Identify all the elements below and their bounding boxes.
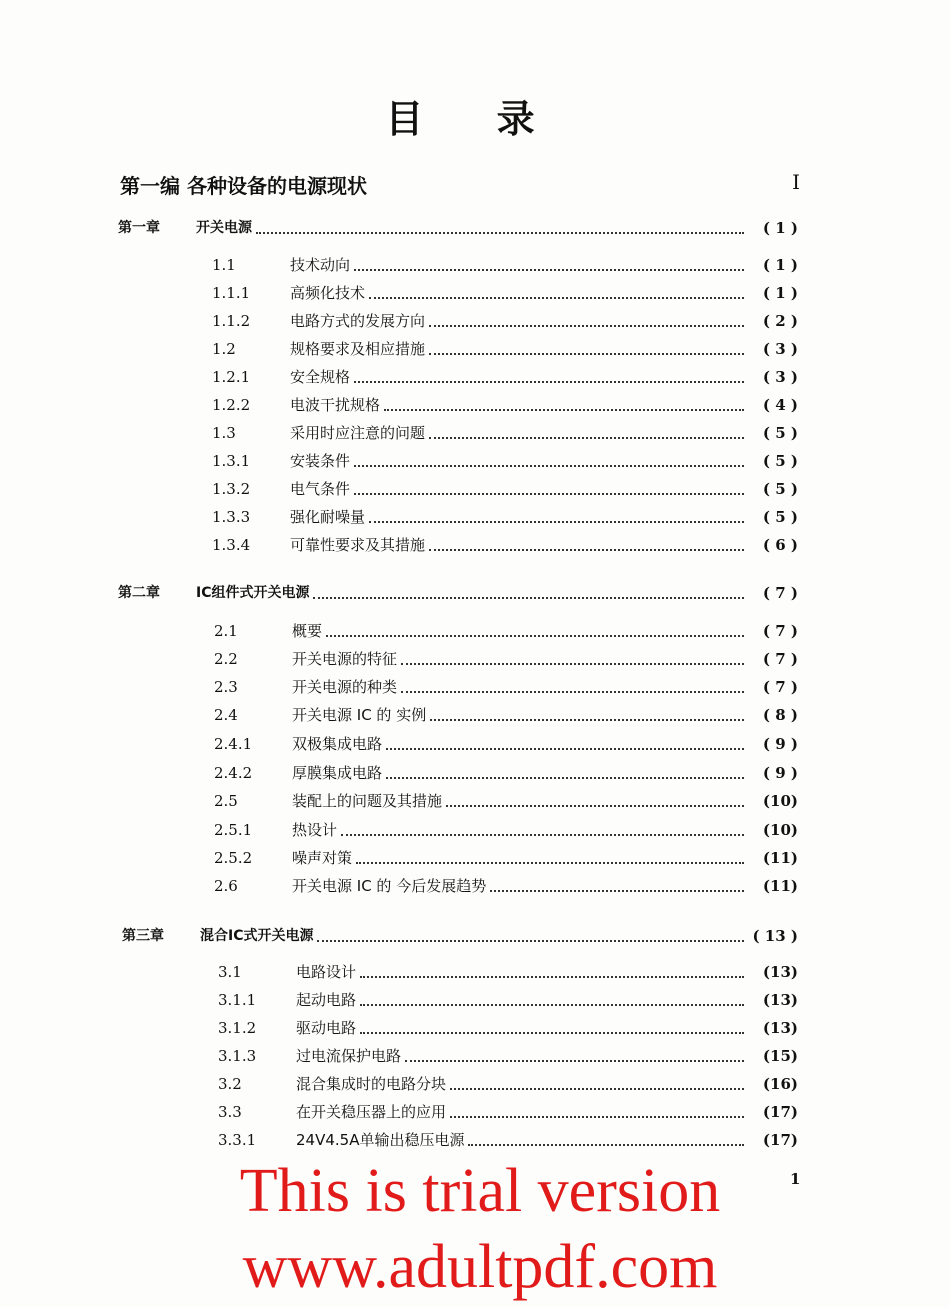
dot-leader [401, 689, 744, 693]
chapter-label: 第一章 [118, 220, 160, 236]
section-page: ( 5 ) [762, 508, 798, 526]
toc-entry[interactable] [218, 1129, 798, 1151]
section-number: 1.3.1 [212, 452, 251, 470]
section-page: ( 2 ) [762, 312, 798, 330]
chapter-page: ( 1 ) [762, 219, 798, 237]
toc-entry[interactable] [214, 733, 798, 755]
watermark-link[interactable]: www.adultpdf.com [242, 1233, 718, 1301]
toc-entry[interactable] [214, 620, 798, 642]
toc-entry[interactable] [218, 989, 798, 1011]
section-title: 可靠性要求及其措施 [290, 536, 426, 554]
dot-leader [256, 230, 744, 234]
section-title: 起动电路 [296, 991, 357, 1009]
dot-leader [360, 1030, 744, 1034]
section-page: (17) [762, 1131, 798, 1149]
page-title: 目 录 [385, 97, 565, 141]
dot-leader [430, 717, 744, 721]
section-number: 3.1 [218, 963, 242, 981]
section-title: 强化耐噪量 [290, 508, 366, 526]
dot-leader [369, 295, 744, 299]
section-page: ( 3 ) [762, 340, 798, 358]
section-title: 规格要求及相应措施 [290, 340, 426, 358]
section-number: 2.4.1 [214, 735, 253, 753]
section-page: ( 5 ) [762, 452, 798, 470]
section-page: ( 7 ) [762, 650, 798, 668]
section-title: 厚膜集成电路 [292, 764, 383, 782]
chapter-title: 开关电源 [196, 220, 252, 236]
chapter-title: 混合IC式开关电源 [200, 928, 314, 944]
dot-leader [369, 519, 744, 523]
section-title: 驱动电路 [296, 1019, 357, 1037]
section-page: ( 4 ) [762, 396, 798, 414]
dot-leader [450, 1086, 744, 1090]
dot-leader [446, 803, 744, 807]
section-page: ( 5 ) [762, 424, 798, 442]
toc-entry[interactable] [212, 254, 798, 276]
toc-entry[interactable] [212, 450, 798, 472]
dot-leader [450, 1114, 744, 1118]
toc-entry[interactable] [214, 847, 798, 869]
toc-entry[interactable] [214, 762, 798, 784]
section-number: 1.3 [212, 424, 236, 442]
section-number: 3.3.1 [218, 1131, 257, 1149]
section-title: 过电流保护电路 [296, 1047, 402, 1065]
section-title: 概要 [292, 622, 323, 640]
section-title: 安装条件 [290, 452, 351, 470]
section-page: (17) [762, 1103, 798, 1121]
section-page: ( 9 ) [762, 764, 798, 782]
section-title: 24V4.5A单输出稳压电源 [296, 1131, 465, 1149]
dot-leader [429, 323, 744, 327]
dot-leader [429, 435, 744, 439]
part-number: I [792, 170, 800, 194]
toc-entry[interactable] [212, 422, 798, 444]
section-number: 2.3 [214, 678, 238, 696]
section-number: 2.2 [214, 650, 238, 668]
section-page: ( 6 ) [762, 536, 798, 554]
dot-leader [405, 1058, 744, 1062]
chapter-label: 第二章 [118, 585, 160, 601]
toc-entry[interactable] [214, 875, 798, 897]
part-label: 第一编 各种设备的电源现状 [120, 174, 367, 198]
dot-leader [490, 888, 744, 892]
toc-entry[interactable] [214, 676, 798, 698]
toc-chapter-1[interactable] [118, 217, 798, 239]
section-title: 开关电源的特征 [292, 650, 398, 668]
section-page: (15) [762, 1047, 798, 1065]
section-page: (13) [762, 1019, 798, 1037]
section-page: (16) [762, 1075, 798, 1093]
section-number: 2.4.2 [214, 764, 253, 782]
toc-entry[interactable] [212, 394, 798, 416]
toc-entry[interactable] [212, 534, 798, 556]
section-number: 2.1 [214, 622, 238, 640]
chapter-page: ( 13 ) [752, 927, 798, 945]
dot-leader [313, 595, 744, 599]
section-title: 电气条件 [290, 480, 351, 498]
section-number: 1.1.2 [212, 312, 251, 330]
section-page: ( 5 ) [762, 480, 798, 498]
section-title: 开关电源 IC 的 实例 [292, 706, 427, 724]
section-number: 2.5 [214, 792, 238, 810]
section-page: (10) [762, 792, 798, 810]
section-number: 2.5.1 [214, 821, 253, 839]
toc-entry[interactable] [212, 310, 798, 332]
section-title: 混合集成时的电路分块 [296, 1075, 447, 1093]
toc-entry[interactable] [218, 1017, 798, 1039]
section-page: ( 1 ) [762, 284, 798, 302]
section-number: 3.1.1 [218, 991, 257, 1009]
section-title: 采用时应注意的问题 [290, 424, 426, 442]
toc-entry[interactable] [212, 282, 798, 304]
section-page: ( 8 ) [762, 706, 798, 724]
section-page: ( 9 ) [762, 735, 798, 753]
toc-entry[interactable] [214, 790, 798, 812]
section-page: (11) [762, 877, 798, 895]
watermark-line-1: This is trial version [239, 1157, 721, 1225]
section-number: 2.4 [214, 706, 238, 724]
section-number: 1.2.2 [212, 396, 251, 414]
section-title: 电路设计 [296, 963, 357, 981]
chapter-label: 第三章 [122, 928, 164, 944]
section-page: (13) [762, 963, 798, 981]
section-title: 电波干扰规格 [290, 396, 381, 414]
toc-entry[interactable] [218, 961, 798, 983]
toc-entry[interactable] [218, 1073, 798, 1095]
dot-leader [354, 267, 744, 271]
page-number: 1 [790, 1170, 801, 1188]
section-page: (11) [762, 849, 798, 867]
section-number: 1.3.3 [212, 508, 251, 526]
toc-entry[interactable] [212, 478, 798, 500]
dot-leader [354, 491, 744, 495]
section-number: 2.6 [214, 877, 238, 895]
section-number: 3.1.3 [218, 1047, 257, 1065]
section-title: 技术动向 [290, 256, 351, 274]
section-number: 3.1.2 [218, 1019, 257, 1037]
section-page: ( 1 ) [762, 256, 798, 274]
section-title: 开关电源 IC 的 今后发展趋势 [292, 877, 487, 895]
section-title: 安全规格 [290, 368, 351, 386]
toc-entry[interactable] [214, 704, 798, 726]
section-title: 热设计 [292, 821, 338, 839]
dot-leader [356, 860, 744, 864]
dot-leader [341, 832, 744, 836]
section-number: 1.1.1 [212, 284, 251, 302]
section-number: 1.3.4 [212, 536, 251, 554]
section-title: 电路方式的发展方向 [290, 312, 426, 330]
section-title: 装配上的问题及其措施 [292, 792, 443, 810]
section-page: ( 3 ) [762, 368, 798, 386]
section-number: 1.1 [212, 256, 236, 274]
section-number: 3.3 [218, 1103, 242, 1121]
section-title: 双极集成电路 [292, 735, 383, 753]
toc-entry[interactable] [212, 506, 798, 528]
section-page: (10) [762, 821, 798, 839]
section-title: 噪声对策 [292, 849, 353, 867]
dot-leader [354, 463, 744, 467]
dot-leader [354, 379, 744, 383]
section-number: 2.5.2 [214, 849, 253, 867]
part-heading [120, 170, 800, 199]
dot-leader [317, 938, 744, 942]
toc-entry[interactable] [212, 366, 798, 388]
section-number: 1.3.2 [212, 480, 251, 498]
toc-entry[interactable] [214, 819, 798, 841]
section-number: 3.2 [218, 1075, 242, 1093]
toc-entry[interactable] [218, 1101, 798, 1123]
section-number: 1.2.1 [212, 368, 251, 386]
section-page: ( 7 ) [762, 678, 798, 696]
toc-chapter-3[interactable] [122, 925, 798, 947]
toc-entry[interactable] [212, 338, 798, 360]
toc-entry[interactable] [218, 1045, 798, 1067]
dot-leader [360, 974, 744, 978]
section-page: ( 7 ) [762, 622, 798, 640]
dot-leader [386, 746, 744, 750]
section-page: (13) [762, 991, 798, 1009]
toc-entry[interactable] [214, 648, 798, 670]
section-title: 在开关稳压器上的应用 [296, 1103, 447, 1121]
dot-leader [326, 633, 744, 637]
dot-leader [429, 547, 744, 551]
section-number: 1.2 [212, 340, 236, 358]
chapter-title: IC组件式开关电源 [196, 585, 310, 601]
dot-leader [468, 1142, 744, 1146]
dot-leader [384, 407, 744, 411]
dot-leader [429, 351, 744, 355]
chapter-page: ( 7 ) [762, 584, 798, 602]
dot-leader [360, 1002, 744, 1006]
dot-leader [401, 661, 744, 665]
toc-chapter-2[interactable] [118, 582, 798, 604]
dot-leader [386, 775, 744, 779]
section-title: 高频化技术 [290, 284, 366, 302]
section-title: 开关电源的种类 [292, 678, 398, 696]
